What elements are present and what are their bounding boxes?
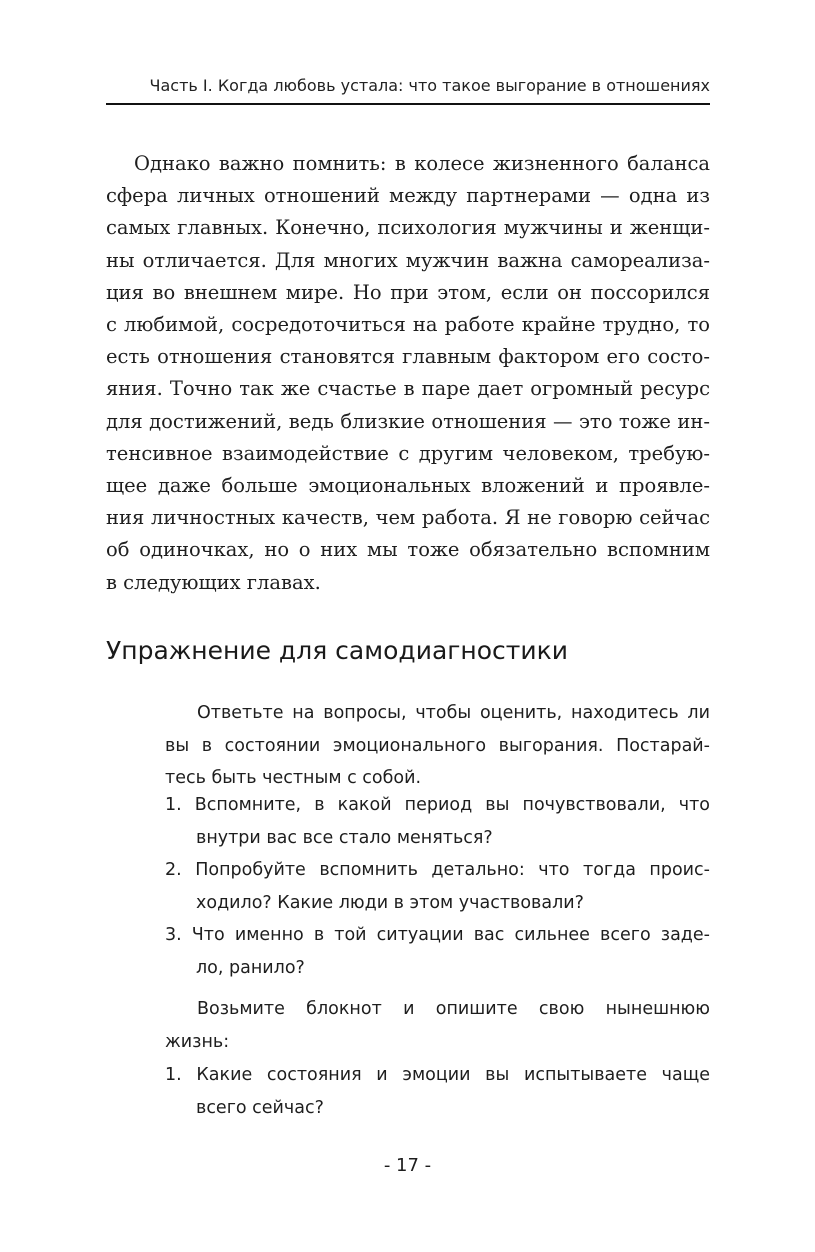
list-item-line: 2. Попробуйте вспомнить детально: что тогда проис-: [165, 860, 710, 880]
list-item-line: ходило? Какие люди в этом участвовали?: [196, 892, 584, 913]
list-item: [165, 1059, 710, 1124]
list-item-line: всего сейчас?: [196, 1097, 324, 1118]
paragraph-line: щее даже больше эмоциональных вложений и проявле-: [106, 474, 710, 498]
paragraph-line: Однако важно помнить: в колесе жизненного баланса: [134, 152, 710, 175]
paragraph-line: самых главных. Конечно, психология мужчины и женщи-: [106, 216, 710, 240]
exercise-intro: [165, 697, 710, 795]
paragraph-line: ция во внешнем мире. Но при этом, если он поссорился: [106, 280, 710, 304]
exercise-intro-line: вы в состоянии эмоционального выгорания. Постарай-: [165, 735, 710, 756]
paragraph-line: яния. Точно так же счастье в паре дает огромный ресурс: [106, 377, 710, 401]
list-item-line: 3. Что именно в той ситуации вас сильнее всего заде-: [165, 925, 710, 945]
list-item-line: ло, ранило?: [196, 957, 305, 978]
paragraph-line: ны отличается. Для многих мужчин важна самореализа-: [106, 248, 710, 272]
section-title: Упражнение для самодиагностики: [106, 636, 568, 665]
list-item-line: 1. Какие состояния и эмоции вы испытываете чаще: [165, 1065, 710, 1085]
exercise-intro-line: Возьмите блокнот и опишите свою нынешнюю: [197, 999, 710, 1019]
header-rule: [106, 103, 710, 105]
exercise-intro-line: жизнь:: [165, 1031, 230, 1052]
exercise-intro-line: Ответьте на вопросы, чтобы оценить, находитесь ли: [197, 703, 710, 723]
paragraph-line: сфера личных отношений между партнерами — одна из: [106, 184, 710, 208]
paragraph-line: об одиночках, но о них мы тоже обязательно вспомним: [106, 538, 710, 562]
page-number: - 17 -: [383, 1155, 432, 1176]
list-item: [165, 919, 710, 984]
question-list: [165, 789, 710, 984]
paragraph-line: ния личностных качеств, чем работа. Я не говорю сейчас: [106, 506, 710, 530]
paragraph-line: с любимой, сосредоточиться на работе крайне трудно, то: [106, 313, 710, 337]
exercise-intro: [165, 993, 710, 1058]
list-item-line: внутри вас все стало меняться?: [196, 827, 493, 848]
exercise-intro-line: тесь быть честным с собой.: [165, 768, 422, 788]
paragraph-line: для достижений, ведь близкие отношения — это тоже ин-: [106, 409, 710, 433]
list-item-line: 1. Вспомните, в какой период вы почувствовали, что: [165, 795, 710, 815]
list-item: [165, 854, 710, 919]
body-paragraph: [106, 148, 710, 599]
list-item: [165, 789, 710, 854]
running-header: Часть I. Когда любовь устала: что такое выгорание в отношениях: [149, 76, 710, 95]
paragraph-line: тенсивное взаимодействие с другим человеком, требую-: [106, 441, 710, 465]
paragraph-line: есть отношения становятся главным фактором его состо-: [106, 345, 710, 369]
question-list: [165, 1059, 710, 1124]
paragraph-line: в следующих главах.: [106, 570, 321, 594]
